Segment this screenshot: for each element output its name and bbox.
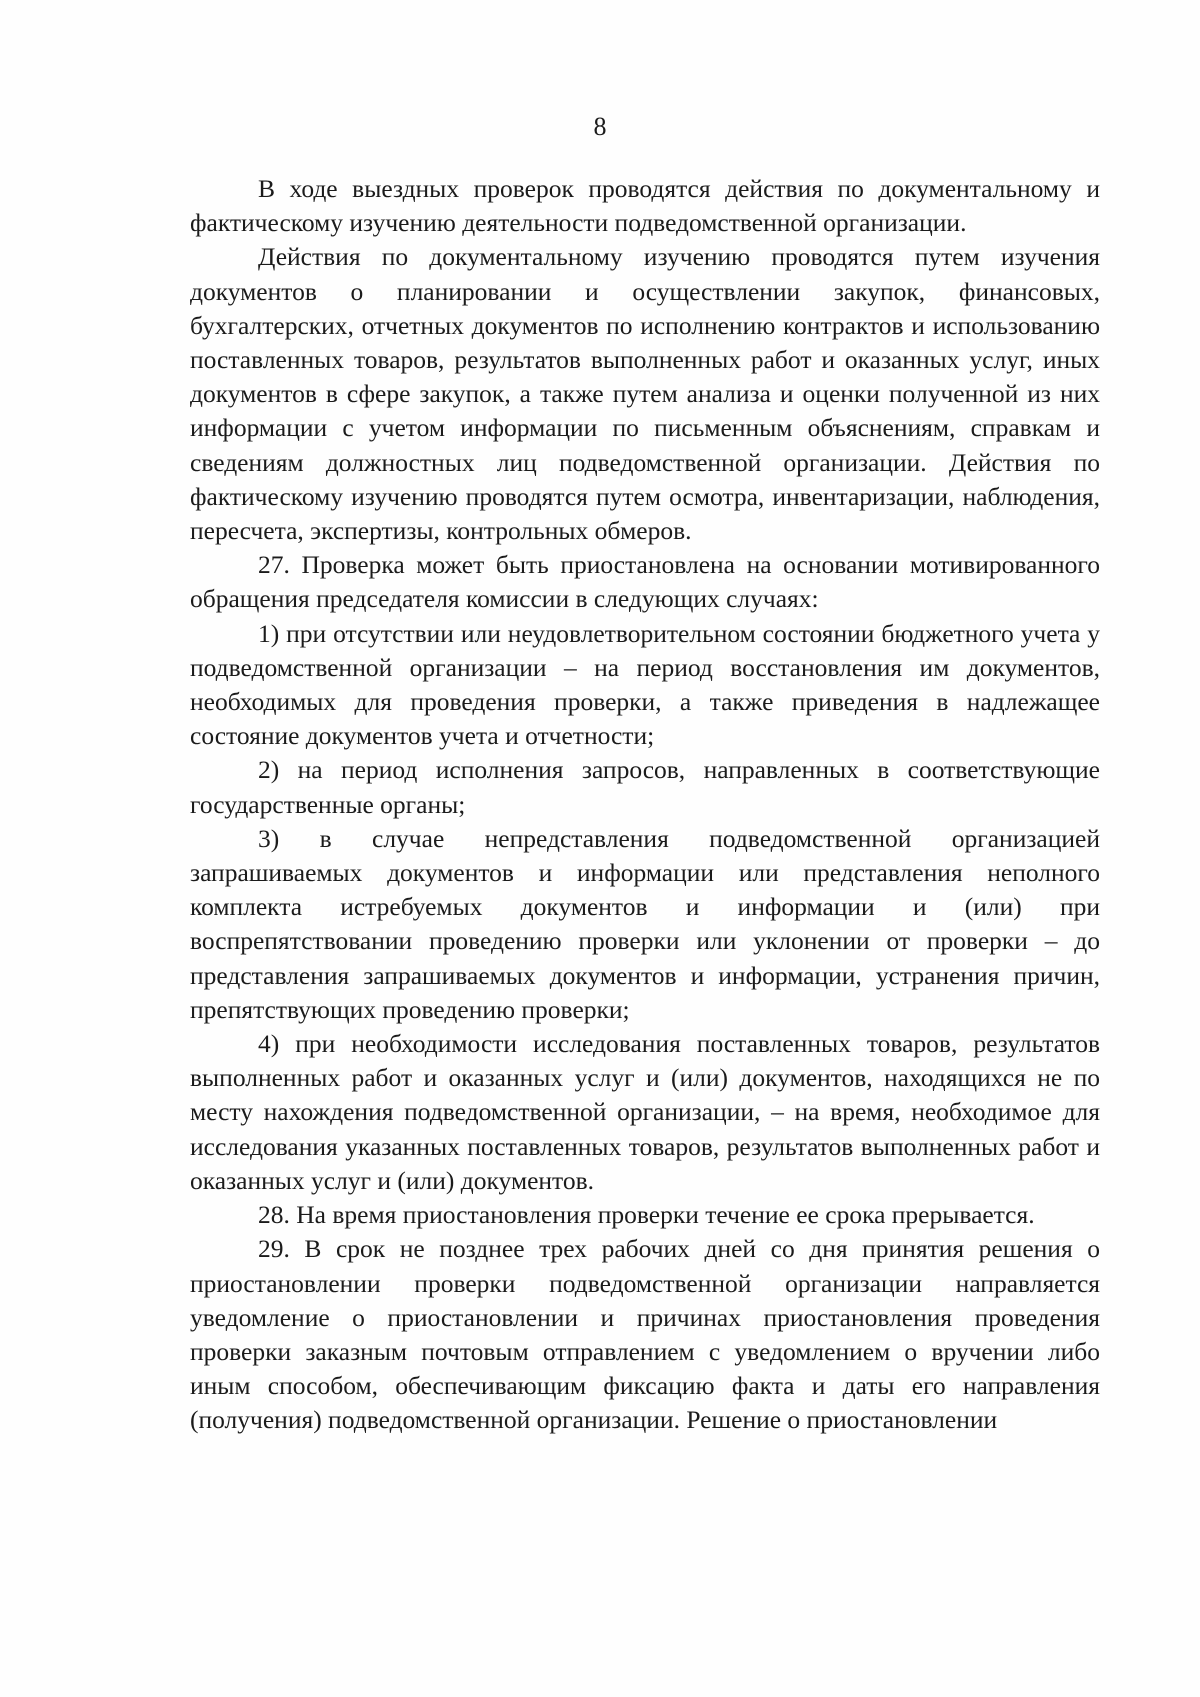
document-body: [190, 172, 1100, 1438]
paragraph-field-checks: В ходе выездных проверок проводятся действия по документальному и фактическому изучению деятельности подведомственной организации.: [190, 174, 1100, 238]
paragraph-clause-27-item-3: 3) в случае непредставления подведомственной организацией запрашиваемых документов и информации или представления неполного комплекта истребуемых документов и информации и (или) при воспрепятствовании проведению проверки или уклонении от проверки – до представления запрашиваемых документов и информации, устранения причин, препятствующих проведению проверки;: [190, 823, 1100, 1024]
paragraph-clause-28: 28. На время приостановления проверки течение ее срока прерывается.: [258, 1200, 1035, 1230]
paragraph-clause-27-item-4: 4) при необходимости исследования поставленных товаров, результатов выполненных работ и оказанных услуг и (или) документов, находящихся не по месту нахождения подведомственной организации, – на время, необходимое для исследования указанных поставленных товаров, результатов выполненных работ и оказанных услуг и (или) документов.: [190, 1029, 1100, 1195]
page-number: 8: [593, 112, 607, 141]
paragraph-clause-27-item-1: 1) при отсутствии или неудовлетворительном состоянии бюджетного учета у подведомственной организации – на период восстановления им документов, необходимых для проведения проверки, а также приведения в надлежащее состояние документов учета и отчетности;: [190, 618, 1100, 751]
paragraph-document-study: Действия по документальному изучению проводятся путем изучения документов о планировании и осуществлении закупок, финансовых, бухгалтерских, отчетных документов по исполнению контрактов и использованию поставленных товаров, результатов выполненных работ и оказанных услуг, иных документов в сфере закупок, а также путем анализа и оценки полученной из них информации с учетом информации по письменным объяснениям, справкам и сведениям должностных лиц подведомственной организации. Действия по фактическому изучению проводятся путем осмотра, инвентаризации, наблюдения, пересчета, экспертизы, контрольных обмеров.: [190, 242, 1100, 546]
paragraph-clause-27: 27. Проверка может быть приостановлена на основании мотивированного обращения председателя комиссии в следующих случаях:: [190, 550, 1100, 614]
paragraph-clause-27-item-2: 2) на период исполнения запросов, направленных в соответствующие государственные органы;: [190, 755, 1100, 819]
paragraph-clause-29: 29. В срок не позднее трех рабочих дней со дня принятия решения о приостановлении проверки подведомственной организации направляется уведомление о приостановлении и причинах приостановления проведения проверки заказным почтовым отправлением с уведомлением о вручении либо иным способом, обеспечивающим фиксацию факта и даты его направления (получения) подведомственной организации. Решение о приостановлении: [190, 1234, 1100, 1435]
